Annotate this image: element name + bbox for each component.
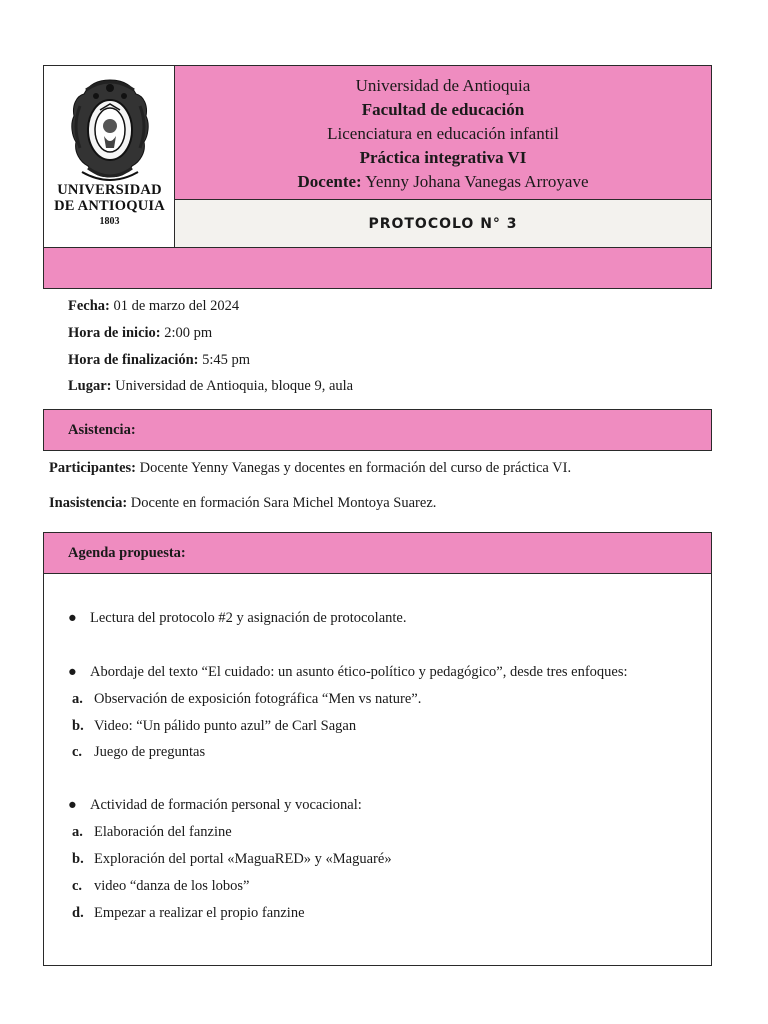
subitem-text: Video: “Un pálido punto azul” de Carl Sagan	[94, 718, 357, 734]
program-name: Licenciatura en educación infantil	[327, 124, 559, 143]
hora-inicio-label: Hora de inicio:	[68, 325, 161, 341]
subitem-text: Empezar a realizar el propio fanzine	[94, 905, 305, 921]
subitem-letter: d.	[72, 905, 84, 921]
agenda-heading-text: Agenda propuesta:	[68, 544, 186, 561]
header-info-cell	[175, 66, 711, 200]
lugar-label: Lugar:	[68, 378, 112, 394]
agenda-item-1	[68, 610, 406, 627]
agenda-subitem	[72, 691, 421, 708]
hora-fin-value: 5:45 pm	[198, 352, 251, 368]
logo-cell	[44, 66, 175, 247]
subitem-text: video “danza de los lobos”	[94, 878, 250, 894]
logo-year: 1803	[99, 216, 120, 227]
agenda-subitem	[72, 878, 249, 895]
subitem-text: Observación de exposición fotográfica “Men vs nature”.	[94, 691, 422, 707]
subitem-letter: b.	[72, 851, 84, 867]
agenda-subitem	[72, 851, 392, 868]
inasistencia-label: Inasistencia:	[49, 495, 128, 511]
teacher-line	[175, 170, 711, 194]
bullet-icon: ●	[68, 797, 77, 813]
header-table	[43, 65, 712, 248]
asistencia-heading	[43, 409, 712, 451]
inasistencia-value: Docente en formación Sara Michel Montoya Suarez.	[127, 495, 437, 511]
fecha-line	[68, 298, 239, 315]
participantes-label: Participantes:	[49, 460, 136, 476]
protocol-title-cell	[175, 200, 711, 247]
faculty-name: Facultad de educación	[361, 100, 525, 119]
hora-inicio-value: 2:00 pm	[160, 325, 213, 341]
course-name: Práctica integrativa VI	[359, 148, 527, 167]
hora-inicio-line	[68, 325, 212, 342]
university-seal-logo	[66, 76, 154, 188]
hora-fin-label: Hora de finalización:	[68, 352, 199, 368]
agenda-item-2-text: Abordaje del texto “El cuidado: un asunto ético-político y pedagógico”, desde tres enfoques:	[90, 664, 628, 680]
subitem-letter: b.	[72, 718, 84, 734]
participantes-line	[49, 460, 571, 477]
agenda-item-2	[68, 664, 628, 681]
agenda-subitem	[72, 824, 232, 841]
subitem-text: Exploración del portal «MaguaRED» y «Maguaré»	[94, 851, 392, 867]
subitem-letter: c.	[72, 744, 83, 760]
lugar-line	[68, 378, 353, 395]
bullet-icon: ●	[68, 610, 77, 626]
hora-fin-line	[68, 352, 250, 369]
fecha-label: Fecha:	[68, 298, 110, 314]
asistencia-heading-text: Asistencia:	[68, 421, 136, 438]
agenda-item-3	[68, 797, 362, 814]
bullet-icon: ●	[68, 664, 77, 680]
fecha-value: 01 de marzo del 2024	[109, 298, 240, 314]
inasistencia-line	[49, 495, 436, 512]
teacher-name: Yenny Johana Vanegas Arroyave	[361, 172, 589, 191]
subitem-letter: c.	[72, 878, 83, 894]
agenda-heading	[43, 532, 712, 574]
university-name: Universidad de Antioquia	[355, 76, 531, 95]
teacher-label: Docente:	[297, 172, 362, 191]
pink-divider-bar	[43, 247, 712, 289]
agenda-subitem	[72, 718, 356, 735]
subitem-text: Elaboración del fanzine	[94, 824, 232, 840]
agenda-subitem	[72, 744, 205, 761]
agenda-item-1-text: Lectura del protocolo #2 y asignación de protocolante.	[90, 610, 407, 626]
lugar-value: Universidad de Antioquia, bloque 9, aula	[111, 378, 354, 394]
logo-text-line1: UNIVERSIDAD	[57, 182, 162, 198]
agenda-item-3-text: Actividad de formación personal y vocacional:	[90, 797, 362, 813]
agenda-subitem	[72, 905, 305, 922]
subitem-letter: a.	[72, 691, 83, 707]
protocol-title: PROTOCOLO N° 3	[368, 215, 518, 232]
subitem-letter: a.	[72, 824, 83, 840]
subitem-text: Juego de preguntas	[94, 744, 206, 760]
participantes-value: Docente Yenny Vanegas y docentes en formación del curso de práctica VI.	[135, 460, 572, 476]
logo-text-line2: DE ANTIOQUIA	[54, 198, 165, 214]
